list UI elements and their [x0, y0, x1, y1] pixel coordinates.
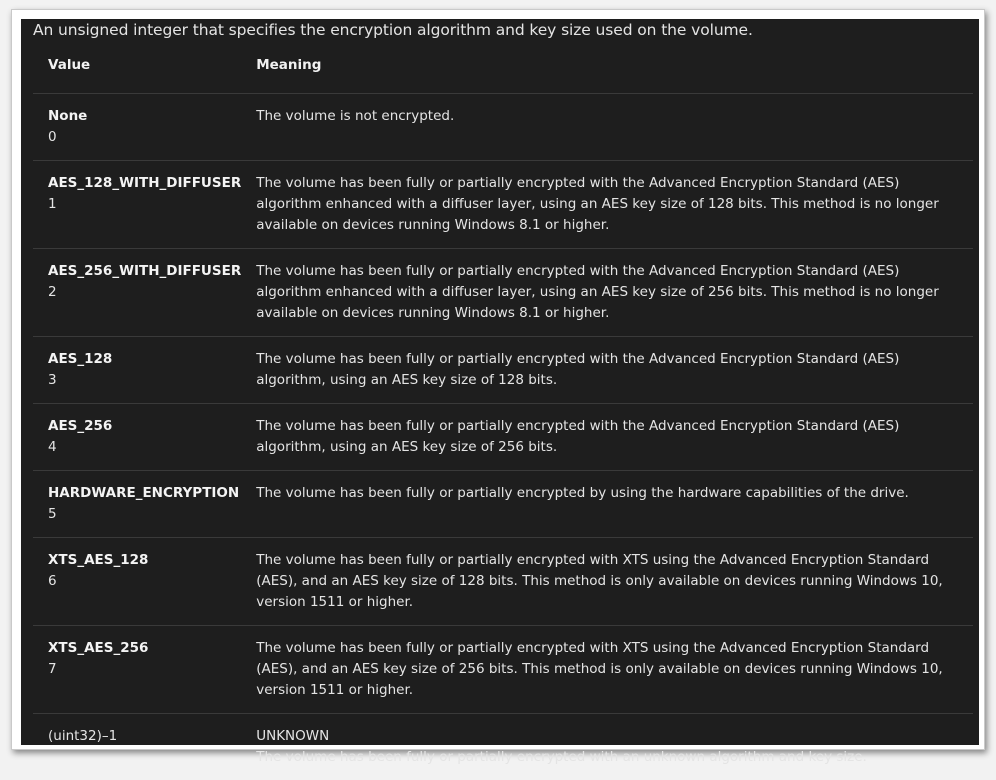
meaning-text: The volume has been fully or partially encrypted with an unknown algorithm and key size. — [256, 747, 955, 768]
value-number: 7 — [48, 659, 241, 680]
value-number: 6 — [48, 571, 241, 592]
value-column-header: Value — [33, 49, 241, 94]
table-row — [33, 714, 973, 780]
table-row — [33, 249, 973, 337]
meaning-cell: The volume has been fully or partially encrypted with XTS using the Advanced Encryption Standard (AES), and an AES key size of 256 bits. This method is only available on devices running Windows 10, version 1511 or higher. — [241, 626, 973, 714]
value-cell — [33, 714, 241, 780]
table-row — [33, 626, 973, 714]
table-row — [33, 471, 973, 538]
value-cell — [33, 161, 241, 249]
value-cell — [33, 538, 241, 626]
table-row — [33, 538, 973, 626]
table-header-row — [33, 49, 973, 94]
value-number: 4 — [48, 437, 241, 458]
value-name: (uint32)–1 — [48, 726, 241, 747]
value-name: AES_128 — [48, 349, 241, 370]
value-name: HARDWARE_ENCRYPTION — [48, 483, 241, 504]
meaning-cell: The volume has been fully or partially encrypted with the Advanced Encryption Standard (AES) algorithm enhanced with a diffuser layer, using an AES key size of 256 bits. This method is no longer available on devices running Windows 8.1 or higher. — [241, 249, 973, 337]
value-number: 3 — [48, 370, 241, 391]
value-name: XTS_AES_128 — [48, 550, 241, 571]
meaning-cell — [241, 714, 973, 780]
documentation-panel — [21, 19, 979, 745]
meaning-cell: The volume has been fully or partially encrypted with the Advanced Encryption Standard (AES) algorithm, using an AES key size of 256 bits. — [241, 404, 973, 471]
value-cell — [33, 337, 241, 404]
value-cell — [33, 626, 241, 714]
value-name: None — [48, 106, 241, 127]
meaning-cell: The volume is not encrypted. — [241, 94, 973, 161]
table-row — [33, 94, 973, 161]
encryption-method-table — [33, 49, 973, 780]
value-name: AES_128_WITH_DIFFUSER — [48, 173, 241, 194]
value-number: 2 — [48, 282, 241, 303]
value-number: 0 — [48, 127, 241, 148]
description-text: An unsigned integer that specifies the encryption algorithm and key size used on the volume. — [33, 21, 753, 39]
table-row — [33, 404, 973, 471]
meaning-title: UNKNOWN — [256, 726, 955, 747]
value-cell — [33, 471, 241, 538]
value-number: 5 — [48, 504, 241, 525]
value-cell — [33, 249, 241, 337]
meaning-cell: The volume has been fully or partially encrypted with XTS using the Advanced Encryption Standard (AES), and an AES key size of 128 bits. This method is only available on devices running Windows 10, version 1511 or higher. — [241, 538, 973, 626]
meaning-cell: The volume has been fully or partially encrypted with the Advanced Encryption Standard (AES) algorithm, using an AES key size of 128 bits. — [241, 337, 973, 404]
table-row — [33, 161, 973, 249]
meaning-column-header: Meaning — [241, 49, 973, 94]
meaning-cell: The volume has been fully or partially encrypted with the Advanced Encryption Standard (AES) algorithm enhanced with a diffuser layer, using an AES key size of 128 bits. This method is no longer available on devices running Windows 8.1 or higher. — [241, 161, 973, 249]
meaning-cell: The volume has been fully or partially encrypted by using the hardware capabilities of the drive. — [241, 471, 973, 538]
value-cell — [33, 404, 241, 471]
table-row — [33, 337, 973, 404]
value-number: 1 — [48, 194, 241, 215]
value-cell — [33, 94, 241, 161]
value-name: AES_256_WITH_DIFFUSER — [48, 261, 241, 282]
value-name: AES_256 — [48, 416, 241, 437]
value-name: XTS_AES_256 — [48, 638, 241, 659]
